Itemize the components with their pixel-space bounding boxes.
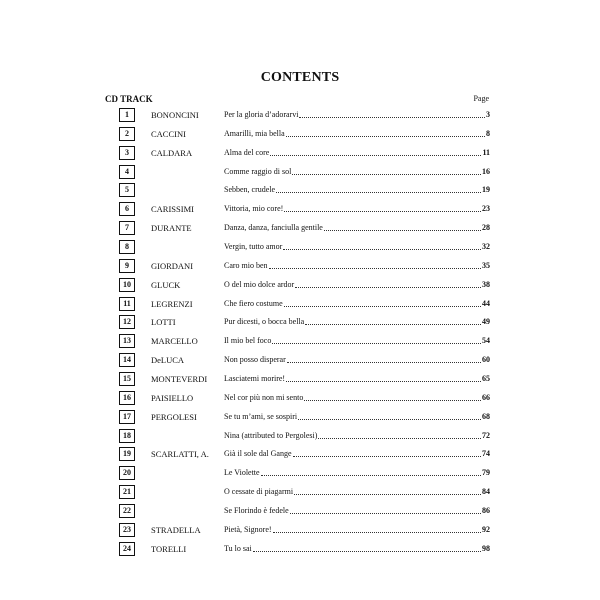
track-number-box: 4 xyxy=(119,165,135,179)
song-title: Vergin, tutto amor xyxy=(224,242,283,251)
track-number-box: 13 xyxy=(119,334,135,348)
song-title: Tu lo sai xyxy=(224,543,252,553)
track-number-box: 23 xyxy=(119,523,135,537)
song-title: Danza, danza, fanciulla gentile xyxy=(224,223,323,233)
song-title: Non posso disperar xyxy=(224,355,286,365)
song-entry xyxy=(224,412,490,422)
track-number-box: 24 xyxy=(119,542,135,556)
song-entry xyxy=(224,148,490,158)
song-entry xyxy=(224,393,490,403)
song-title: Se tu m’ami, se sospiri xyxy=(224,411,298,421)
contents-row xyxy=(0,446,600,464)
track-number-box: 3 xyxy=(119,146,135,160)
contents-row xyxy=(0,126,600,144)
composer-name: DURANTE xyxy=(151,223,192,234)
song-entry xyxy=(224,223,490,233)
page-title: CONTENTS xyxy=(260,70,340,85)
track-number-box: 18 xyxy=(119,429,135,443)
track-number-box: 1 xyxy=(119,108,135,122)
composer-name: GLUCK xyxy=(151,279,181,290)
composer-name: LEGRENZI xyxy=(151,298,193,309)
song-entry xyxy=(224,355,490,365)
track-number-box: 14 xyxy=(119,353,135,367)
song-title: Le Violette xyxy=(224,468,260,478)
contents-row xyxy=(0,107,600,125)
track-number-box: 20 xyxy=(119,466,135,480)
dot-leader xyxy=(270,154,481,156)
contents-row xyxy=(0,314,600,332)
song-entry xyxy=(224,204,490,214)
page-number: 35 xyxy=(482,260,490,270)
track-number-box: 2 xyxy=(119,127,135,141)
page-number: 60 xyxy=(482,355,490,365)
track-number-box: 8 xyxy=(119,240,135,254)
dot-leader xyxy=(269,267,481,269)
song-entry xyxy=(224,487,490,497)
song-title: Sebben, crudele xyxy=(224,185,276,195)
contents-row xyxy=(0,201,600,219)
song-entry xyxy=(224,242,490,252)
composer-name: TORELLI xyxy=(151,543,187,554)
dot-leader xyxy=(273,531,481,533)
page-header: Page xyxy=(473,94,489,103)
contents-row xyxy=(0,484,600,502)
page-number: 44 xyxy=(482,298,490,308)
dot-leader xyxy=(276,191,481,193)
page-number: 54 xyxy=(482,336,490,346)
dot-leader xyxy=(298,418,481,420)
song-title: Già il sole dal Gange xyxy=(224,449,292,459)
composer-name: STRADELLA xyxy=(151,524,201,535)
track-number-box: 9 xyxy=(119,259,135,273)
track-number-box: 22 xyxy=(119,504,135,518)
contents-row xyxy=(0,352,600,370)
dot-leader xyxy=(287,361,481,363)
song-title: O cessate di piagarmi xyxy=(224,487,294,496)
contents-row xyxy=(0,182,600,200)
song-title: Amarilli, mia bella xyxy=(224,128,285,138)
track-number-box: 19 xyxy=(119,447,135,461)
song-entry xyxy=(224,299,490,309)
composer-name: GIORDANI xyxy=(151,260,194,271)
page-number: 3 xyxy=(486,110,490,119)
dot-leader xyxy=(305,323,481,325)
dot-leader xyxy=(299,116,485,118)
song-title: Pur dicesti, o bocca bella xyxy=(224,317,305,327)
contents-row xyxy=(0,503,600,521)
page-number: 8 xyxy=(486,128,490,138)
song-title: Se Florindo è fedele xyxy=(224,505,289,515)
composer-name: CALDARA xyxy=(151,147,193,158)
composer-name: PERGOLESI xyxy=(151,411,197,422)
song-entry xyxy=(224,129,490,139)
song-title: Alma del core xyxy=(224,147,270,157)
track-number-box: 6 xyxy=(119,202,135,216)
page-number: 98 xyxy=(482,543,490,553)
song-entry xyxy=(224,544,490,554)
song-title: Lasciatemi morire! xyxy=(224,373,286,383)
song-title: Per la gloria d’adorarvi xyxy=(224,110,299,119)
page-number: 84 xyxy=(482,487,490,496)
page-number: 19 xyxy=(482,185,490,195)
dot-leader xyxy=(290,512,481,514)
song-title: Pietà, Signore! xyxy=(224,524,272,534)
song-entry xyxy=(224,525,490,535)
track-number-box: 11 xyxy=(119,297,135,311)
song-title: Nel cor più non mi sento xyxy=(224,392,304,402)
contents-row xyxy=(0,164,600,182)
song-entry xyxy=(224,110,490,120)
song-title: Il mio bel foco xyxy=(224,336,272,346)
dot-leader xyxy=(293,455,481,457)
song-entry xyxy=(224,449,490,459)
dot-leader xyxy=(286,380,481,382)
track-number-box: 7 xyxy=(119,221,135,235)
song-title: Vittoria, mio core! xyxy=(224,204,284,214)
dot-leader xyxy=(253,550,481,552)
track-number-box: 10 xyxy=(119,278,135,292)
contents-row xyxy=(0,258,600,276)
dot-leader xyxy=(294,493,481,495)
contents-row xyxy=(0,371,600,389)
composer-name: MONTEVERDI xyxy=(151,373,208,384)
page-number: 16 xyxy=(482,166,490,176)
page-number: 28 xyxy=(482,223,490,233)
dot-leader xyxy=(283,248,481,250)
page-number: 68 xyxy=(482,411,490,421)
page-number: 65 xyxy=(482,373,490,383)
contents-row xyxy=(0,145,600,163)
song-entry xyxy=(224,261,490,271)
song-entry xyxy=(224,374,490,384)
dot-leader xyxy=(286,135,485,137)
page-number: 92 xyxy=(482,524,490,534)
composer-name: CACCINI xyxy=(151,128,186,139)
contents-row xyxy=(0,333,600,351)
song-title: Che fiero costume xyxy=(224,298,283,308)
song-title: Comme raggio di sol xyxy=(224,166,292,176)
dot-leader xyxy=(318,437,481,439)
page-number: 74 xyxy=(482,449,490,459)
contents-row xyxy=(0,541,600,559)
page-number: 49 xyxy=(482,317,490,327)
dot-leader xyxy=(304,399,481,401)
cd-track-header: CD TRACK xyxy=(105,94,153,104)
dot-leader xyxy=(284,210,481,212)
page-number: 86 xyxy=(482,505,490,515)
song-entry xyxy=(224,431,490,441)
composer-name: SCARLATTI, A. xyxy=(151,449,209,460)
track-number-box: 12 xyxy=(119,315,135,329)
song-entry xyxy=(224,185,490,195)
contents-row xyxy=(0,220,600,238)
contents-row xyxy=(0,465,600,483)
track-number-box: 17 xyxy=(119,410,135,424)
track-number-box: 5 xyxy=(119,183,135,197)
page-number: 66 xyxy=(482,392,490,402)
contents-row xyxy=(0,239,600,257)
track-number-box: 15 xyxy=(119,372,135,386)
contents-row xyxy=(0,428,600,446)
composer-name: BONONCINI xyxy=(151,110,199,120)
contents-row xyxy=(0,522,600,540)
dot-leader xyxy=(324,229,481,231)
dot-leader xyxy=(284,305,481,307)
song-title: Caro mio ben xyxy=(224,260,268,270)
song-title: Nina (attributed to Pergolesi) xyxy=(224,430,318,440)
composer-name: PAISIELLO xyxy=(151,392,194,403)
song-title: O del mio dolce ardor xyxy=(224,279,295,289)
song-entry xyxy=(224,468,490,478)
dot-leader xyxy=(272,342,481,344)
page-number: 72 xyxy=(482,430,490,440)
page-number: 38 xyxy=(482,279,490,289)
song-entry xyxy=(224,336,490,346)
dot-leader xyxy=(295,286,481,288)
composer-name: MARCELLO xyxy=(151,336,198,347)
song-entry xyxy=(224,506,490,516)
track-number-box: 16 xyxy=(119,391,135,405)
song-entry xyxy=(224,280,490,290)
contents-row xyxy=(0,390,600,408)
composer-name: CARISSIMI xyxy=(151,204,194,215)
song-entry xyxy=(224,167,490,177)
contents-row xyxy=(0,409,600,427)
track-number-box: 21 xyxy=(119,485,135,499)
composer-name: LOTTI xyxy=(151,317,176,328)
page-number: 79 xyxy=(482,468,490,478)
composer-name: DeLUCA xyxy=(151,355,185,366)
dot-leader xyxy=(261,474,481,476)
page-number: 23 xyxy=(482,204,490,214)
contents-row xyxy=(0,296,600,314)
song-entry xyxy=(224,317,490,327)
contents-row xyxy=(0,277,600,295)
page-number: 11 xyxy=(482,147,490,157)
page-number: 32 xyxy=(482,242,490,251)
dot-leader xyxy=(292,173,481,175)
